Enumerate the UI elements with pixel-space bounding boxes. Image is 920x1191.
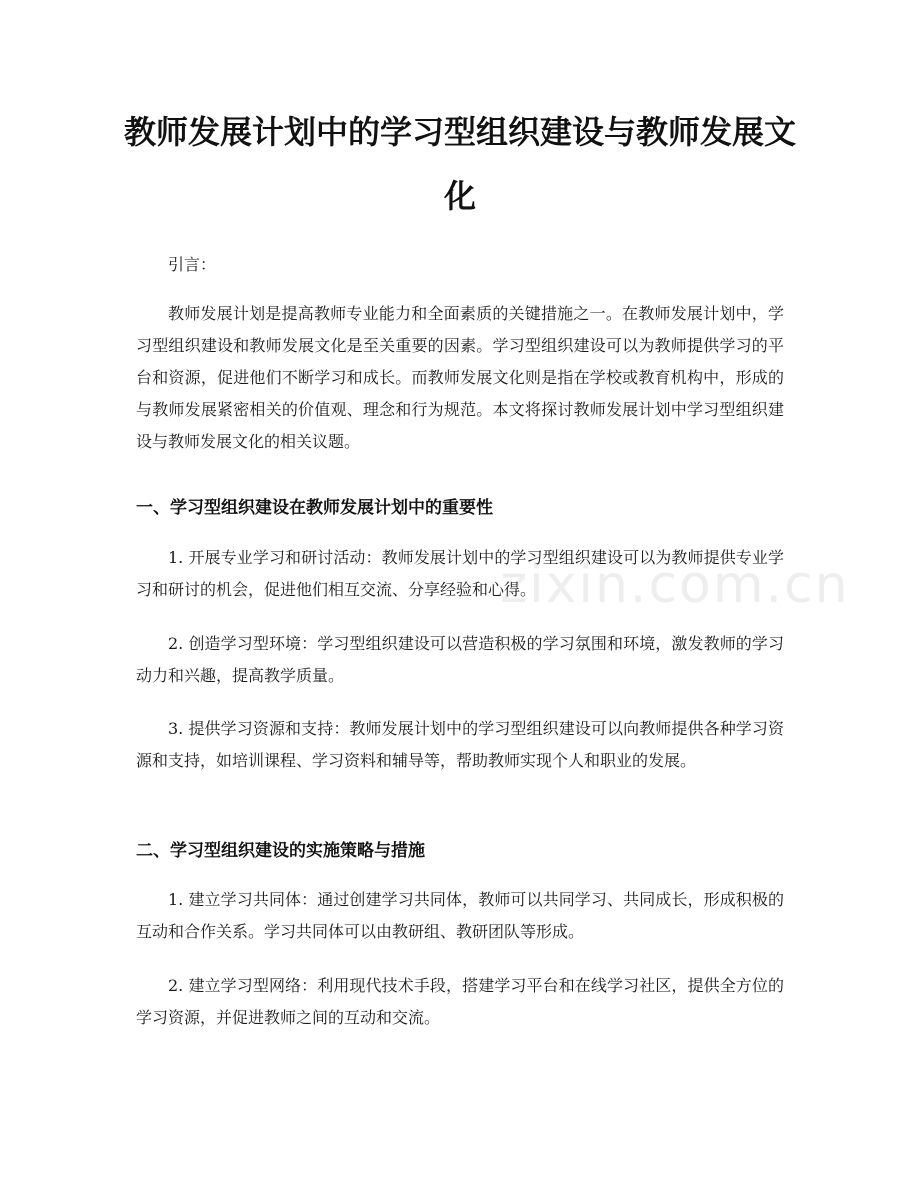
intro-label: 引言： — [168, 255, 217, 274]
section-1-heading: 一、学习型组织建设在教师发展计划中的重要性 — [136, 498, 493, 518]
intro-paragraph: 教师发展计划是提高教师专业能力和全面素质的关键措施之一。在教师发展计划中，学习型组织建设和教师发展文化是至关重要的因素。学习型组织建设可以为教师提供学习的平台和资源，促进他们不断学习和成长。而教师发展文化则是指在学校或教育机构中，形成的与教师发展紧密相关的价值观、理念和行为规范。本文将探讨教师发展计划中学习型组织建设与教师发展文化的相关议题。 — [136, 304, 784, 451]
section-1-item-1: 1. 开展专业学习和研讨活动：教师发展计划中的学习型组织建设可以为教师提供专业学习和研讨的机会，促进他们相互交流、分享经验和心得。 — [136, 548, 784, 599]
section-2-heading: 二、学习型组织建设的实施策略与措施 — [136, 841, 425, 861]
section-1-item-3: 3. 提供学习资源和支持：教师发展计划中的学习型组织建设可以向教师提供各种学习资源和支持，如培训课程、学习资料和辅导等，帮助教师实现个人和职业的发展。 — [136, 719, 784, 770]
document-title: 教师发展计划中的学习型组织建设与教师发展文化 — [123, 113, 796, 215]
section-2-item-1: 1. 建立学习共同体：通过创建学习共同体，教师可以共同学习、共同成长，形成积极的互动和合作关系。学习共同体可以由教研组、教研团队等形成。 — [136, 890, 784, 941]
watermark: zixin.com.cn — [500, 555, 850, 615]
section-2-item-2: 2. 建立学习型网络：利用现代技术手段，搭建学习平台和在线学习社区，提供全方位的学习资源，并促进教师之间的互动和交流。 — [136, 976, 784, 1027]
section-1-item-2: 2. 创造学习型环境：学习型组织建设可以营造积极的学习氛围和环境，激发教师的学习动力和兴趣，提高教学质量。 — [136, 634, 784, 685]
